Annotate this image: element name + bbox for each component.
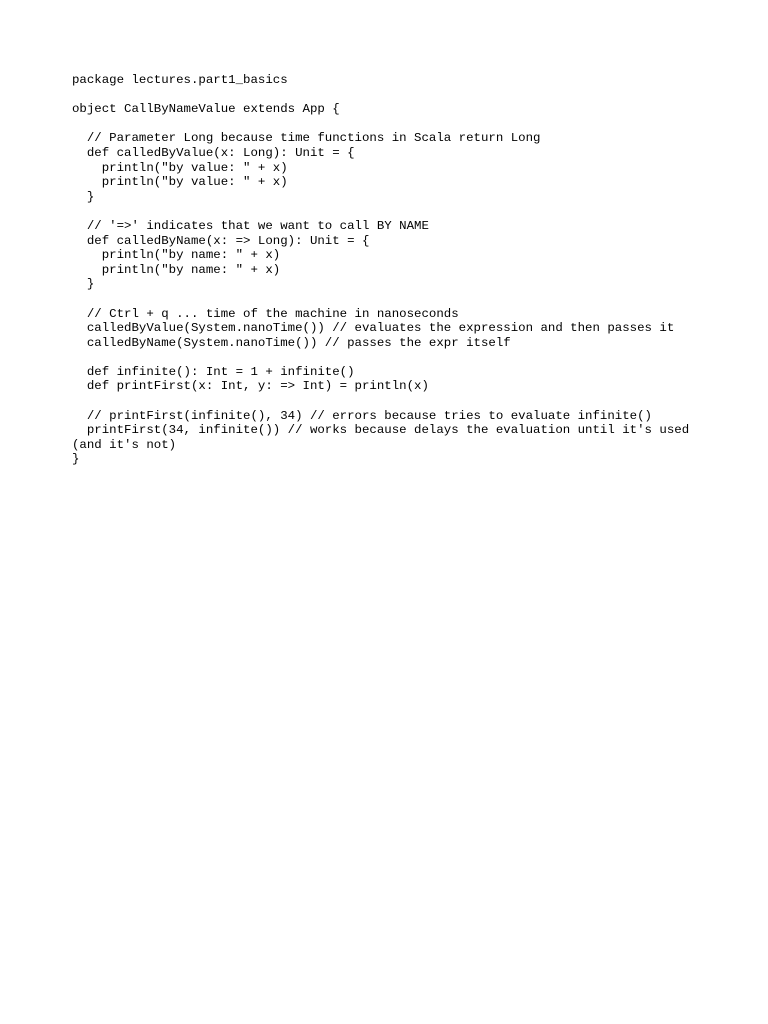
code-line-blank [72,350,742,365]
code-listing [72,73,742,467]
code-line-println: println("by value: " + x) [72,160,288,175]
code-line-def-calledbyname: def calledByName(x: => Long): Unit = { [72,233,370,248]
code-line-blank [72,394,742,409]
code-line-wrapped-comment: (and it's not) [72,437,177,452]
code-line-call-by-name: calledByName(System.nanoTime()) // passes the expr itself [72,335,511,350]
code-line-comment: // Parameter Long because time functions in Scala return Long [72,131,541,146]
code-line-package: package lectures.part1_basics [72,73,288,87]
code-line-blank [72,88,742,103]
code-line-println: println("by name: " + x) [72,262,281,277]
code-line-blank [72,292,742,307]
code-line-comment: // '=>' indicates that we want to call BY NAME [72,218,429,233]
code-line-close-brace: } [72,189,95,204]
code-line-close-brace: } [72,277,95,292]
code-line-blank [72,117,742,132]
code-line-object-declaration: object CallByNameValue extends App { [72,102,340,117]
code-line-comment: // Ctrl + q ... time of the machine in nanoseconds [72,306,459,321]
code-line-println: println("by value: " + x) [72,175,288,190]
code-line-printfirst-call: printFirst(34, infinite()) // works because delays the evaluation until it's used [72,423,690,438]
code-line-def-calledbyvalue: def calledByValue(x: Long): Unit = { [72,145,355,160]
code-line-call-by-value: calledByValue(System.nanoTime()) // evaluates the expression and then passes it [72,321,675,336]
code-line-blank [72,204,742,219]
code-line-def-printfirst: def printFirst(x: Int, y: => Int) = println(x) [72,379,429,394]
code-line-println: println("by name: " + x) [72,248,281,263]
code-line-close-brace: } [72,452,80,467]
code-line-def-infinite: def infinite(): Int = 1 + infinite() [72,364,355,379]
code-line-comment: // printFirst(infinite(), 34) // errors because tries to evaluate infinite() [72,408,652,423]
